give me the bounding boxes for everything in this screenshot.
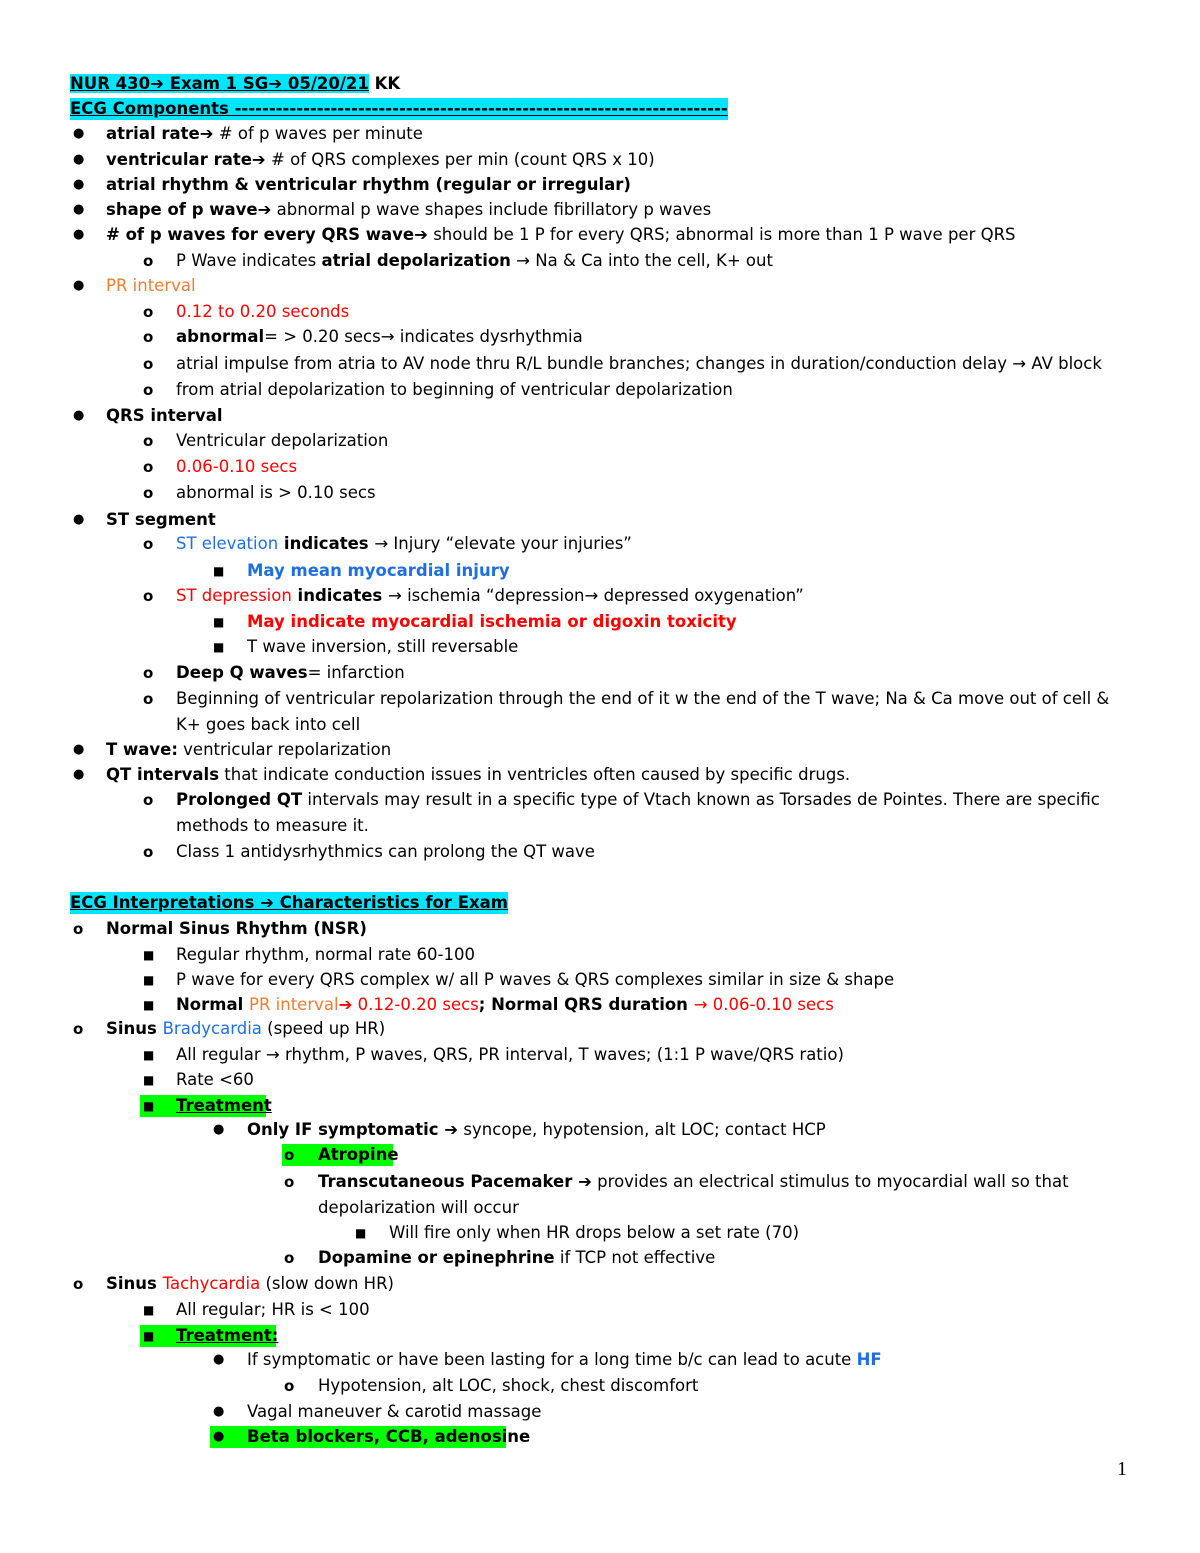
list-item: If symptomatic or have been lasting for a long time b/c can lead to acute HF <box>247 1350 882 1369</box>
circle-bullet-icon: o <box>284 1146 295 1164</box>
list-item: Vagal maneuver & carotid massage <box>247 1402 542 1421</box>
square-bullet-icon: ■ <box>143 1329 155 1343</box>
bullet-icon: ● <box>213 1429 225 1444</box>
circle-bullet-icon: o <box>143 355 154 373</box>
bullet-icon: ● <box>213 1352 225 1367</box>
list-item-nsr: Normal Sinus Rhythm (NSR) <box>106 919 367 938</box>
square-bullet-icon: ■ <box>213 640 225 654</box>
bullet-icon: ● <box>73 177 85 192</box>
list-item: Will fire only when HR drops below a set rate (70) <box>389 1223 800 1242</box>
circle-bullet-icon: o <box>143 587 154 605</box>
list-item: ST depression indicates → ischemia “depression→ depressed oxygenation” <box>176 586 804 605</box>
bullet-icon: ● <box>73 126 85 141</box>
circle-bullet-icon: o <box>143 484 154 502</box>
list-item-qrs: QRS interval <box>106 406 223 425</box>
list-item: Class 1 antidysrhythmics can prolong the QT wave <box>176 842 595 861</box>
list-item: Ventricular depolarization <box>176 431 389 450</box>
list-item: atrial rate➔ # of p waves per minute <box>106 124 423 143</box>
list-item: Deep Q waves= infarction <box>176 663 405 682</box>
list-item-pr-interval: PR interval <box>106 276 196 295</box>
circle-bullet-icon: o <box>143 432 154 450</box>
square-bullet-icon: ■ <box>143 948 155 962</box>
circle-bullet-icon: o <box>143 843 154 861</box>
list-item-continued: K+ goes back into cell <box>176 715 361 734</box>
header-initials: KK <box>374 74 401 93</box>
list-item: Beta blockers, CCB, adenosine <box>247 1427 531 1446</box>
list-item: Rate <60 <box>176 1070 254 1089</box>
list-item: T wave inversion, still reversable <box>247 637 519 656</box>
bullet-icon: ● <box>73 202 85 217</box>
bullet-icon: ● <box>73 512 85 527</box>
list-item: 0.12 to 0.20 seconds <box>176 302 350 321</box>
circle-bullet-icon: o <box>143 252 154 270</box>
list-item: Dopamine or epinephrine if TCP not effective <box>318 1248 716 1267</box>
list-item: T wave: ventricular repolarization <box>106 740 392 759</box>
circle-bullet-icon: o <box>143 664 154 682</box>
bullet-icon: ● <box>73 227 85 242</box>
list-item: abnormal= > 0.20 secs→ indicates dysrhythmia <box>176 327 583 346</box>
list-item: All regular → rhythm, P waves, QRS, PR interval, T waves; (1:1 P wave/QRS ratio) <box>176 1045 844 1064</box>
section-ecg-components-title: ECG Components ------------------------------------------------------------------------ <box>70 99 728 118</box>
circle-bullet-icon: o <box>143 535 154 553</box>
square-bullet-icon: ■ <box>143 1073 155 1087</box>
list-item: May mean myocardial injury <box>247 561 510 580</box>
circle-bullet-icon: o <box>143 690 154 708</box>
circle-bullet-icon: o <box>143 328 154 346</box>
list-item-st: ST segment <box>106 510 216 529</box>
circle-bullet-icon: o <box>143 303 154 321</box>
header-course: NUR 430➔ Exam 1 SG➔ 05/20/21 <box>70 74 369 93</box>
list-item: 0.06-0.10 secs <box>176 457 298 476</box>
list-item: Only IF symptomatic ➔ syncope, hypotension, alt LOC; contact HCP <box>247 1120 826 1139</box>
bullet-icon: ● <box>73 742 85 757</box>
list-item-treatment: Treatment <box>176 1096 272 1115</box>
list-item-continued: methods to measure it. <box>176 816 369 835</box>
square-bullet-icon: ■ <box>143 998 155 1012</box>
list-item: Normal PR interval➔ 0.12-0.20 secs; Normal QRS duration → 0.06-0.10 secs <box>176 995 834 1014</box>
list-item: QT intervals that indicate conduction issues in ventricles often caused by specific drugs. <box>106 765 851 784</box>
bullet-icon: ● <box>73 767 85 782</box>
list-item: atrial impulse from atria to AV node thru R/L bundle branches; changes in duration/conduction delay → AV block <box>176 354 1102 373</box>
circle-bullet-icon: o <box>73 1275 84 1293</box>
circle-bullet-icon: o <box>284 1249 295 1267</box>
document-header <box>70 73 400 95</box>
list-item: Transcutaneous Pacemaker ➔ provides an electrical stimulus to myocardial wall so that <box>318 1172 1069 1191</box>
square-bullet-icon: ■ <box>355 1226 367 1240</box>
list-item-continued: depolarization will occur <box>318 1198 519 1217</box>
circle-bullet-icon: o <box>73 1020 84 1038</box>
list-item: Beginning of ventricular repolarization through the end of it w the end of the T wave; Na & Ca move out of cell & <box>176 689 1110 708</box>
circle-bullet-icon: o <box>284 1377 295 1395</box>
list-item-tachycardia: Sinus Tachycardia (slow down HR) <box>106 1274 394 1293</box>
bullet-icon: ● <box>73 152 85 167</box>
square-bullet-icon: ■ <box>213 615 225 629</box>
list-item: ST elevation indicates → Injury “elevate your injuries” <box>176 534 632 553</box>
list-item: abnormal is > 0.10 secs <box>176 483 376 502</box>
square-bullet-icon: ■ <box>213 564 225 578</box>
bullet-icon: ● <box>213 1404 225 1419</box>
list-item: All regular; HR is < 100 <box>176 1300 370 1319</box>
page-number: 1 <box>1117 1458 1127 1480</box>
list-item-treatment: Treatment: <box>176 1326 279 1345</box>
list-item: P Wave indicates atrial depolarization → Na & Ca into the cell, K+ out <box>176 251 773 270</box>
section-ecg-interpretations-title: ECG Interpretations ➔ Characteristics for Exam <box>70 893 508 912</box>
circle-bullet-icon: o <box>143 458 154 476</box>
circle-bullet-icon: o <box>284 1173 295 1191</box>
list-item: Prolonged QT intervals may result in a specific type of Vtach known as Torsades de Pointes. There are specific <box>176 790 1100 809</box>
circle-bullet-icon: o <box>143 791 154 809</box>
bullet-icon: ● <box>213 1122 225 1137</box>
square-bullet-icon: ■ <box>143 1303 155 1317</box>
bullet-icon: ● <box>73 408 85 423</box>
list-item: Regular rhythm, normal rate 60-100 <box>176 945 475 964</box>
circle-bullet-icon: o <box>73 920 84 938</box>
list-item: ventricular rate➔ # of QRS complexes per min (count QRS x 10) <box>106 150 655 169</box>
list-item: May indicate myocardial ischemia or digoxin toxicity <box>247 612 737 631</box>
square-bullet-icon: ■ <box>143 973 155 987</box>
list-item: from atrial depolarization to beginning of ventricular depolarization <box>176 380 733 399</box>
circle-bullet-icon: o <box>143 381 154 399</box>
list-item: shape of p wave➔ abnormal p wave shapes include fibrillatory p waves <box>106 200 712 219</box>
list-item: P wave for every QRS complex w/ all P waves & QRS complexes similar in size & shape <box>176 970 895 989</box>
square-bullet-icon: ■ <box>143 1099 155 1113</box>
list-item: # of p waves for every QRS wave➔ should be 1 P for every QRS; abnormal is more than 1 P wave per QRS <box>106 225 1016 244</box>
list-item: Hypotension, alt LOC, shock, chest discomfort <box>318 1376 699 1395</box>
bullet-icon: ● <box>73 278 85 293</box>
list-item: Atropine <box>318 1145 399 1164</box>
list-item-bradycardia: Sinus Bradycardia (speed up HR) <box>106 1019 386 1038</box>
list-item: atrial rhythm & ventricular rhythm (regular or irregular) <box>106 175 631 194</box>
square-bullet-icon: ■ <box>143 1048 155 1062</box>
